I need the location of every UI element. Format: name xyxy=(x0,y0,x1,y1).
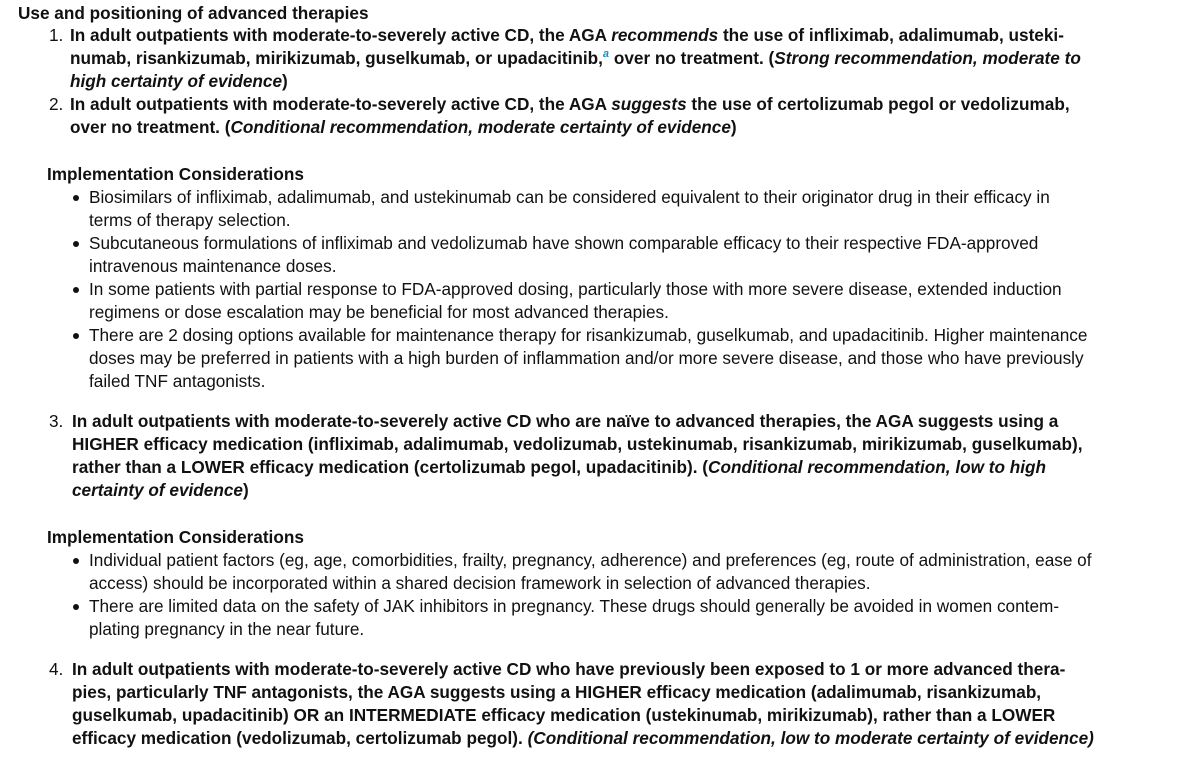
recommendation-number: 2. xyxy=(49,94,64,114)
footnote-a-link[interactable]: a xyxy=(602,48,610,60)
rec-line: certainty of evidence) xyxy=(72,480,249,500)
implementation-considerations-title: Implementation Considerations xyxy=(47,527,304,547)
strength-of-recommendation: Conditional recommendation, low to high xyxy=(708,457,1047,477)
section-title: Use and positioning of advanced therapies xyxy=(18,3,369,23)
implementation-considerations-list xyxy=(89,186,1184,393)
implementation-considerations-title: Implementation Considerations xyxy=(47,164,304,184)
rec-line: In adult outpatients with moderate-to-severely active CD, the AGA suggests the use of certolizumab pegol or vedolizumab, xyxy=(70,94,1070,114)
list-item: Subcutaneous formulations of infliximab and vedolizumab have shown comparable efficacy to their respective FDA-approved intravenous maintenance doses. xyxy=(89,232,1184,278)
strength-of-recommendation: high certainty of evidence xyxy=(70,71,283,91)
recommendation-1 xyxy=(49,24,1180,93)
bullet-icon xyxy=(73,241,79,247)
suggests-emphasis: suggests xyxy=(611,94,687,114)
rec-line: efficacy medication (vedolizumab, certolizumab pegol). (Conditional recommendation, low to moderate certainty of evidence) xyxy=(72,728,1094,748)
strength-of-recommendation: certainty of evidence xyxy=(72,480,243,500)
strength-of-recommendation: Conditional recommendation, moderate certainty of evidence xyxy=(230,117,731,137)
rec-line: over no treatment. (Conditional recommendation, moderate certainty of evidence) xyxy=(70,117,737,137)
list-item: In some patients with partial response to FDA-approved dosing, particularly those with more severe disease, extended induction regimens or dose escalation may be beneficial for most advanced therapies. xyxy=(89,278,1184,324)
rec-line: numab, risankizumab, mirikizumab, guselkumab, or upadacitinib,$^a$ over no treatment. (Strong recommendation, moderate to xyxy=(70,48,1081,68)
recommendation-number: 4. xyxy=(49,659,64,679)
implementation-considerations-list xyxy=(89,549,1184,641)
rec-line: high certainty of evidence) xyxy=(70,71,288,91)
list-item: There are limited data on the safety of JAK inhibitors in pregnancy. These drugs should generally be avoided in women contem- plating pregnancy in the near future. xyxy=(89,595,1184,641)
strength-of-recommendation: Strong recommendation, moderate to xyxy=(774,48,1081,68)
bullet-icon xyxy=(73,604,79,610)
recommendation-2 xyxy=(49,93,1180,139)
rec-line: In adult outpatients with moderate-to-severely active CD, the AGA recommends the use of infliximab, adalimumab, usteki- xyxy=(70,25,1064,45)
rec-line: HIGHER efficacy medication (infliximab, adalimumab, vedolizumab, ustekinumab, risankizumab, mirikizumab, guselkumab), xyxy=(72,434,1083,454)
list-item: Individual patient factors (eg, age, comorbidities, frailty, pregnancy, adherence) and preferences (eg, route of administration, ease of access) should be incorporated within a shared decision framework in selection of advanced therapies. xyxy=(89,549,1184,595)
rec-line: pies, particularly TNF antagonists, the AGA suggests using a HIGHER efficacy medication (adalimumab, risankizumab, xyxy=(72,682,1042,702)
rec-line: guselkumab, upadacitinib) OR an INTERMEDIATE efficacy medication (ustekinumab, mirikizumab), rather than a LOWER xyxy=(72,705,1056,725)
recommends-emphasis: recommends xyxy=(611,25,719,45)
rec-line: rather than a LOWER efficacy medication (certolizumab pegol, upadacitinib). (Conditional recommendation, low to high xyxy=(72,457,1047,477)
recommendation-number: 1. xyxy=(49,25,64,45)
bullet-icon xyxy=(73,333,79,339)
rec-line: In adult outpatients with moderate-to-severely active CD who are naïve to advanced therapies, the AGA suggests using a xyxy=(72,411,1059,431)
recommendation-3 xyxy=(49,410,1178,502)
list-item: Biosimilars of infliximab, adalimumab, and ustekinumab can be considered equivalent to their originator drug in their efficacy in terms of therapy selection. xyxy=(89,186,1184,232)
bullet-icon xyxy=(73,195,79,201)
list-item: There are 2 dosing options available for maintenance therapy for risankizumab, guselkumab, and upadacitinib. Higher maintenance doses may be preferred in patients with a high burden of inflammation and/or more severe disease, and those who have previously failed TNF antagonists. xyxy=(89,324,1184,393)
bullet-icon xyxy=(73,558,79,564)
rec-line: In adult outpatients with moderate-to-severely active CD who have previously been exposed to 1 or more advanced thera- xyxy=(72,659,1066,679)
recommendation-number: 3. xyxy=(49,411,64,431)
bullet-icon xyxy=(73,287,79,293)
recommendation-4 xyxy=(49,658,1178,750)
strength-of-recommendation: (Conditional recommendation, low to moderate certainty of evidence) xyxy=(527,728,1094,748)
